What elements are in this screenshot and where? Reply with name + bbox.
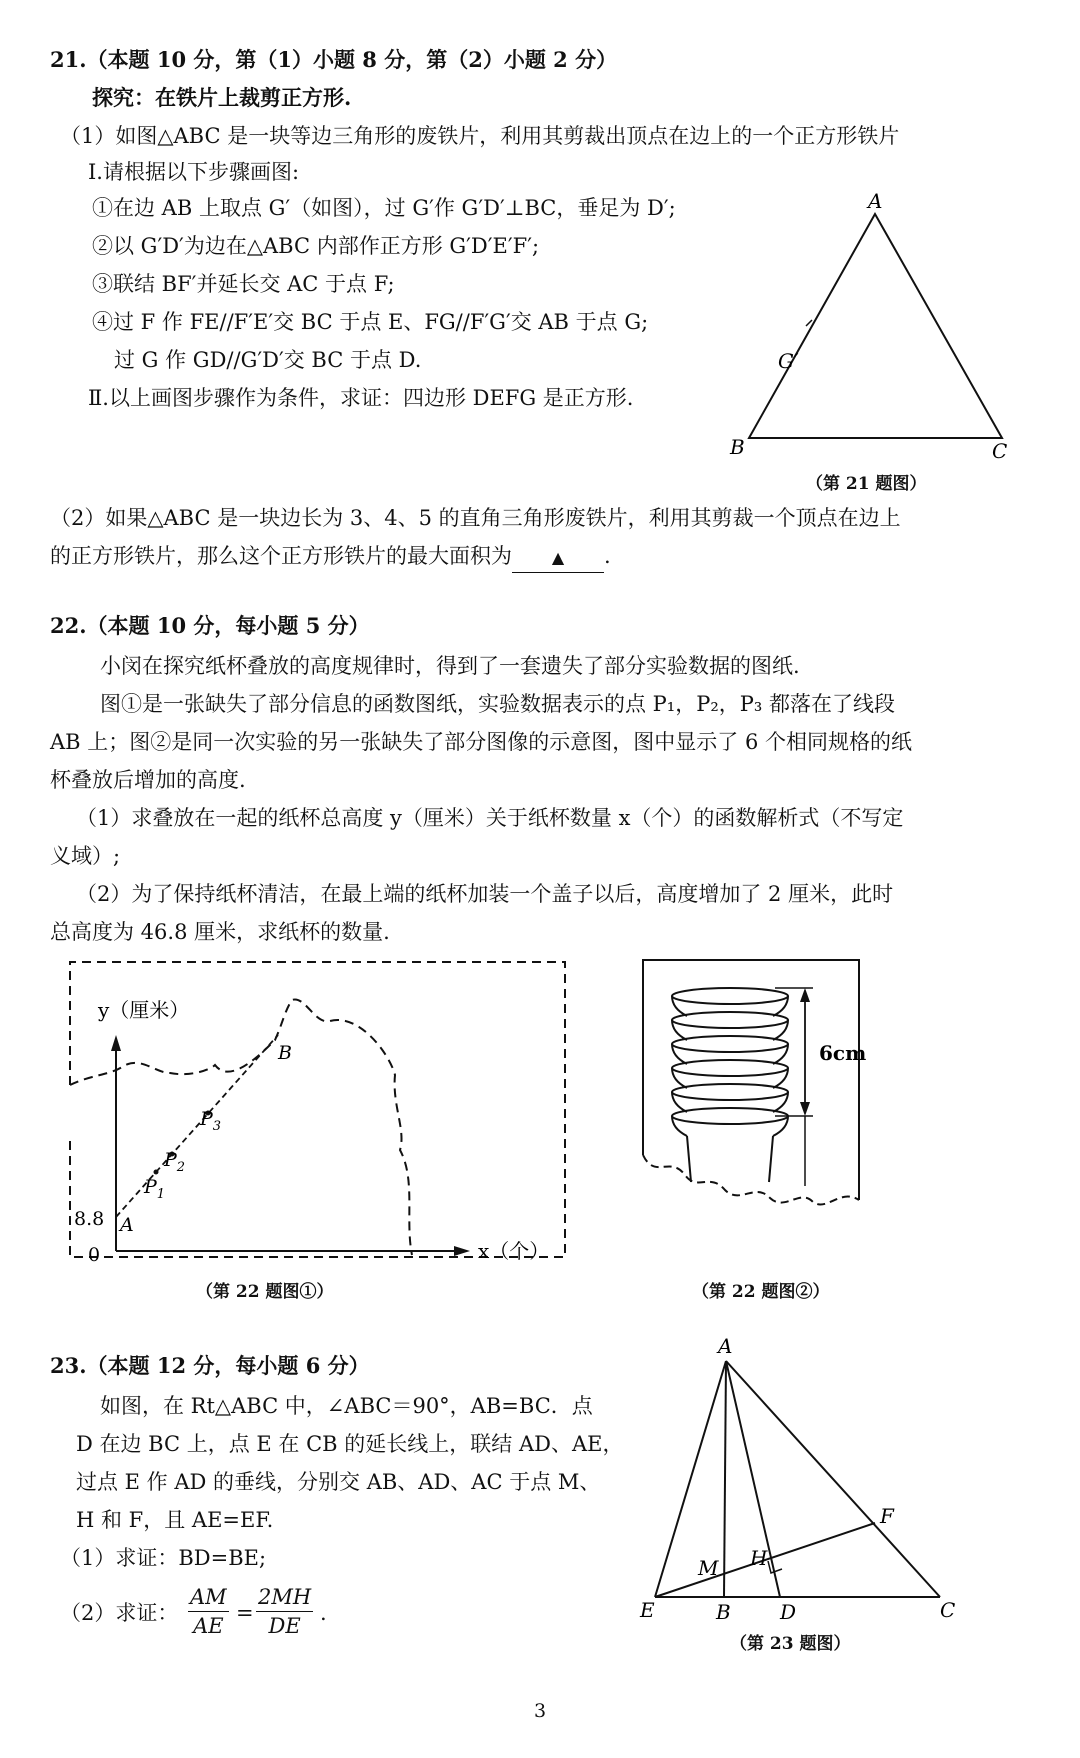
blank-triangle-mark: ▲ (551, 548, 565, 567)
q21-part2-prove: Ⅱ.以上画图步骤作为条件，求证：四边形 DEFG 是正方形. (88, 386, 634, 410)
q21-figure-caption: （第 21 题图） (806, 474, 927, 494)
height-arrow-up (800, 988, 810, 1002)
q21-label-c: C (992, 439, 1008, 463)
label-c: C (940, 1598, 956, 1622)
fraction-2mh-de (256, 1583, 313, 1640)
q23-line3: 过点 E 作 AD 的垂线，分别交 AB、AD、AC 于点 M、 (76, 1470, 601, 1494)
q21-label-a: A (868, 189, 883, 213)
q22-header: 22.（本题 10 分，每小题 5 分） (50, 613, 370, 638)
q22-stacked-cups-figure (635, 950, 870, 1220)
q22-para2c: 杯叠放后增加的高度. (50, 768, 246, 792)
q21-step3: ③联结 BF′并延长交 AC 于点 F; (92, 272, 395, 296)
q22-q2b: 总高度为 46.8 厘米，求纸杯的数量. (50, 920, 390, 944)
q22-para1: 小闵在探究纸杯叠放的高度规律时，得到了一套遗失了部分实验数据的图纸. (100, 654, 800, 678)
label-h: H (750, 1546, 768, 1570)
fraction1-numerator: AM (188, 1583, 229, 1612)
q23-part2-label: （2）求证： (60, 1601, 179, 1625)
q21-step1: ①在边 AB 上取点 G′（如图），过 G′作 G′D′⊥BC，垂足为 D′; (92, 196, 676, 220)
point-p1-label: $P_1$ (144, 1176, 166, 1202)
point-a-label: A (120, 1214, 134, 1236)
q21-part2-text-b (50, 542, 611, 573)
equals-sign: = (236, 1601, 254, 1625)
cups-torn-bottom (643, 1155, 859, 1205)
q22-q1a: （1）求叠放在一起的纸杯总高度 y（厘米）关于纸杯数量 x（个）的函数解析式（不写定 (76, 806, 904, 830)
page-number: 3 (533, 1700, 547, 1722)
q21-part1-text: （1）如图△ABC 是一块等边三角形的废铁片，利用其剪裁出顶点在边上的一个正方形铁片 (60, 124, 900, 148)
fraction1-denominator: AE (193, 1614, 224, 1638)
line-ab (724, 1361, 726, 1597)
q21-part2-end: . (604, 544, 611, 568)
label-a: A (718, 1334, 733, 1358)
q21-step2: ②以 G′D′为边在△ABC 内部作正方形 G′D′E′F′; (92, 234, 540, 258)
segment-ab (116, 1035, 278, 1217)
x-axis-label: x（个） (478, 1239, 550, 1263)
point-p3-label: $P_3$ (200, 1108, 222, 1134)
y-axis-arrow (111, 1035, 121, 1051)
label-d: D (780, 1600, 797, 1624)
q21-topic: 探究：在铁片上裁剪正方形. (92, 85, 352, 110)
label-m: M (698, 1556, 719, 1580)
q23-part1: （1）求证：BD=BE; (60, 1546, 267, 1570)
height-label: 6cm (819, 1041, 867, 1065)
q22-figure1-caption: （第 22 题图①） (196, 1282, 334, 1302)
q23-header: 23.（本题 12 分，每小题 6 分） (50, 1353, 370, 1378)
label-f: F (880, 1504, 894, 1528)
q23-part2-end: . (320, 1601, 327, 1625)
y-intercept-label: 8.8 (74, 1208, 105, 1230)
point-p1 (154, 1170, 159, 1175)
q23-line1: 如图，在 Rt△ABC 中，∠ABC＝90°，AB=BC．点 (100, 1394, 593, 1418)
point-b-label: B (278, 1042, 292, 1064)
q21-point-g-tick (806, 320, 812, 326)
q21-step4a: ④过 F 作 FE//F′E′交 BC 于点 E、FG//F′G′交 AB 于点 G; (92, 310, 649, 334)
right-angle-mark-h (768, 1561, 782, 1573)
q21-part2-text-b-main: 的正方形铁片，那么这个正方形铁片的最大面积为 (50, 544, 512, 568)
height-arrow-down (800, 1102, 810, 1116)
cup-stack (672, 988, 788, 1182)
label-b: B (716, 1600, 731, 1624)
fraction2-numerator: 2MH (256, 1583, 313, 1612)
q21-triangle-figure (720, 186, 1020, 463)
label-e: E (640, 1598, 655, 1622)
q22-figure2-caption: （第 22 题图②） (692, 1282, 830, 1302)
origin-label: 0 (88, 1244, 101, 1266)
q23-line4: H 和 F，且 AE=EF. (76, 1508, 274, 1532)
answer-blank (512, 542, 604, 573)
fraction-am-ae (188, 1583, 229, 1640)
x-axis-arrow (454, 1246, 470, 1256)
q21-label-g: G′ (778, 349, 799, 373)
q21-header: 21.（本题 10 分，第（1）小题 8 分，第（2）小题 2 分） (50, 47, 618, 72)
q23-triangle-figure (640, 1335, 970, 1625)
q23-line2: D 在边 BC 上，点 E 在 CB 的延长线上，联结 AD、AE， (76, 1432, 624, 1456)
point-p2-label: $P_2$ (164, 1149, 186, 1175)
q21-step-intro: Ⅰ.请根据以下步骤画图: (88, 160, 300, 184)
q21-triangle-abc (749, 214, 1002, 438)
q22-para2b: AB 上；图②是同一次实验的另一张缺失了部分图像的示意图，图中显示了 6 个相同规格的纸 (50, 730, 912, 754)
q22-function-graph-figure (60, 955, 580, 1265)
q22-q2a: （2）为了保持纸杯清洁，在最上端的纸杯加装一个盖子以后，高度增加了 2 厘米，此时 (76, 882, 894, 906)
fraction2-denominator: DE (268, 1614, 301, 1638)
q21-part2-text-a: （2）如果△ABC 是一块边长为 3、4、5 的直角三角形废铁片，利用其剪裁一个顶点在边上 (50, 506, 901, 530)
q21-step4b: 过 G 作 GD//G′D′交 BC 于点 D. (114, 348, 422, 372)
q21-label-b: B (730, 435, 745, 459)
q22-q1b: 义域）; (50, 844, 121, 868)
q23-figure-caption: （第 23 题图） (730, 1634, 851, 1654)
q22-para2a: 图①是一张缺失了部分信息的函数图纸，实验数据表示的点 P₁，P₂，P₃ 都落在了线段 (100, 692, 895, 716)
y-axis-label: y（厘米） (98, 998, 190, 1022)
